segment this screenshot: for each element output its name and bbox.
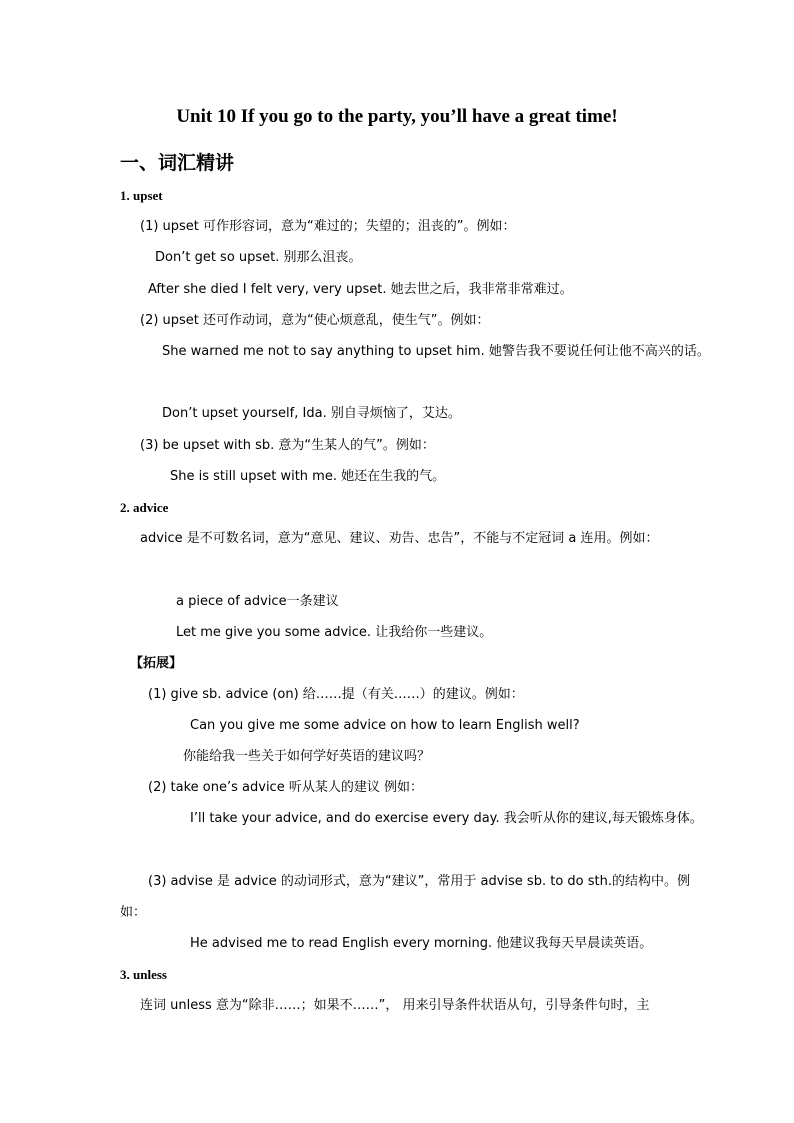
advice-example-3-translation: 你能给我一些关于如何学好英语的建议吗？ — [183, 749, 431, 764]
upset-example-3: She warned me not to say anything to upset him. 她警告我不要说任何让他不高兴的话。 — [162, 344, 710, 359]
advice-example-5: He advised me to read English every morning. 他建议我每天早晨读英语。 — [190, 936, 653, 951]
word-heading-upset: 1. upset — [120, 188, 163, 203]
upset-example-1: Don’t get so upset. 别那么沮丧。 — [155, 250, 362, 265]
word-heading-advice: 2. advice — [120, 500, 169, 515]
advice-extension-2: (2) take one’s advice 听从某人的建议 例如： — [148, 780, 423, 795]
advice-extension-3: (3) advise 是 advice 的动词形式，意为“建议”，常用于 advise sb. to do sth.的结构中。例 — [148, 874, 690, 889]
upset-example-4: Don’t upset yourself, Ida. 别自寻烦恼了，艾达。 — [162, 406, 461, 421]
upset-definition-1: (1) upset 可作形容词，意为“难过的；失望的；沮丧的”。例如： — [140, 219, 516, 234]
extension-heading: 【拓展】 — [130, 656, 183, 671]
advice-example-3: Can you give me some advice on how to learn English well? — [190, 718, 580, 733]
word-heading-unless: 3. unless — [120, 967, 167, 982]
advice-definition: advice 是不可数名词，意为“意见、建议、劝告、忠告”，不能与不定冠词 a 连用。例如： — [140, 531, 659, 546]
section-heading: 一、词汇精讲 — [120, 152, 235, 174]
advice-extension-3-cont: 如： — [120, 905, 147, 920]
unless-definition: 连词 unless 意为“除非……；如果不……”， 用来引导条件状语从句，引导条件句时，主 — [140, 998, 650, 1013]
advice-extension-1: (1) give sb. advice (on) 给……提（有关……）的建议。例如： — [148, 687, 524, 702]
upset-example-5: She is still upset with me. 她还在生我的气。 — [170, 469, 446, 484]
upset-definition-3: (3) be upset with sb. 意为“生某人的气”。例如： — [140, 438, 435, 453]
advice-example-2: Let me give you some advice. 让我给你一些建议。 — [176, 625, 493, 640]
advice-example-4: I’ll take your advice, and do exercise every day. 我会听从你的建议,每天锻炼身体。 — [190, 811, 703, 826]
advice-example-1: a piece of advice一条建议 — [176, 594, 339, 609]
upset-example-2: After she died I felt very, very upset. 她去世之后，我非常非常难过。 — [148, 282, 573, 297]
document-title: Unit 10 If you go to the party, you’ll have a great time! — [176, 106, 618, 127]
upset-definition-2: (2) upset 还可作动词，意为“使心烦意乱，使生气”。例如： — [140, 313, 490, 328]
